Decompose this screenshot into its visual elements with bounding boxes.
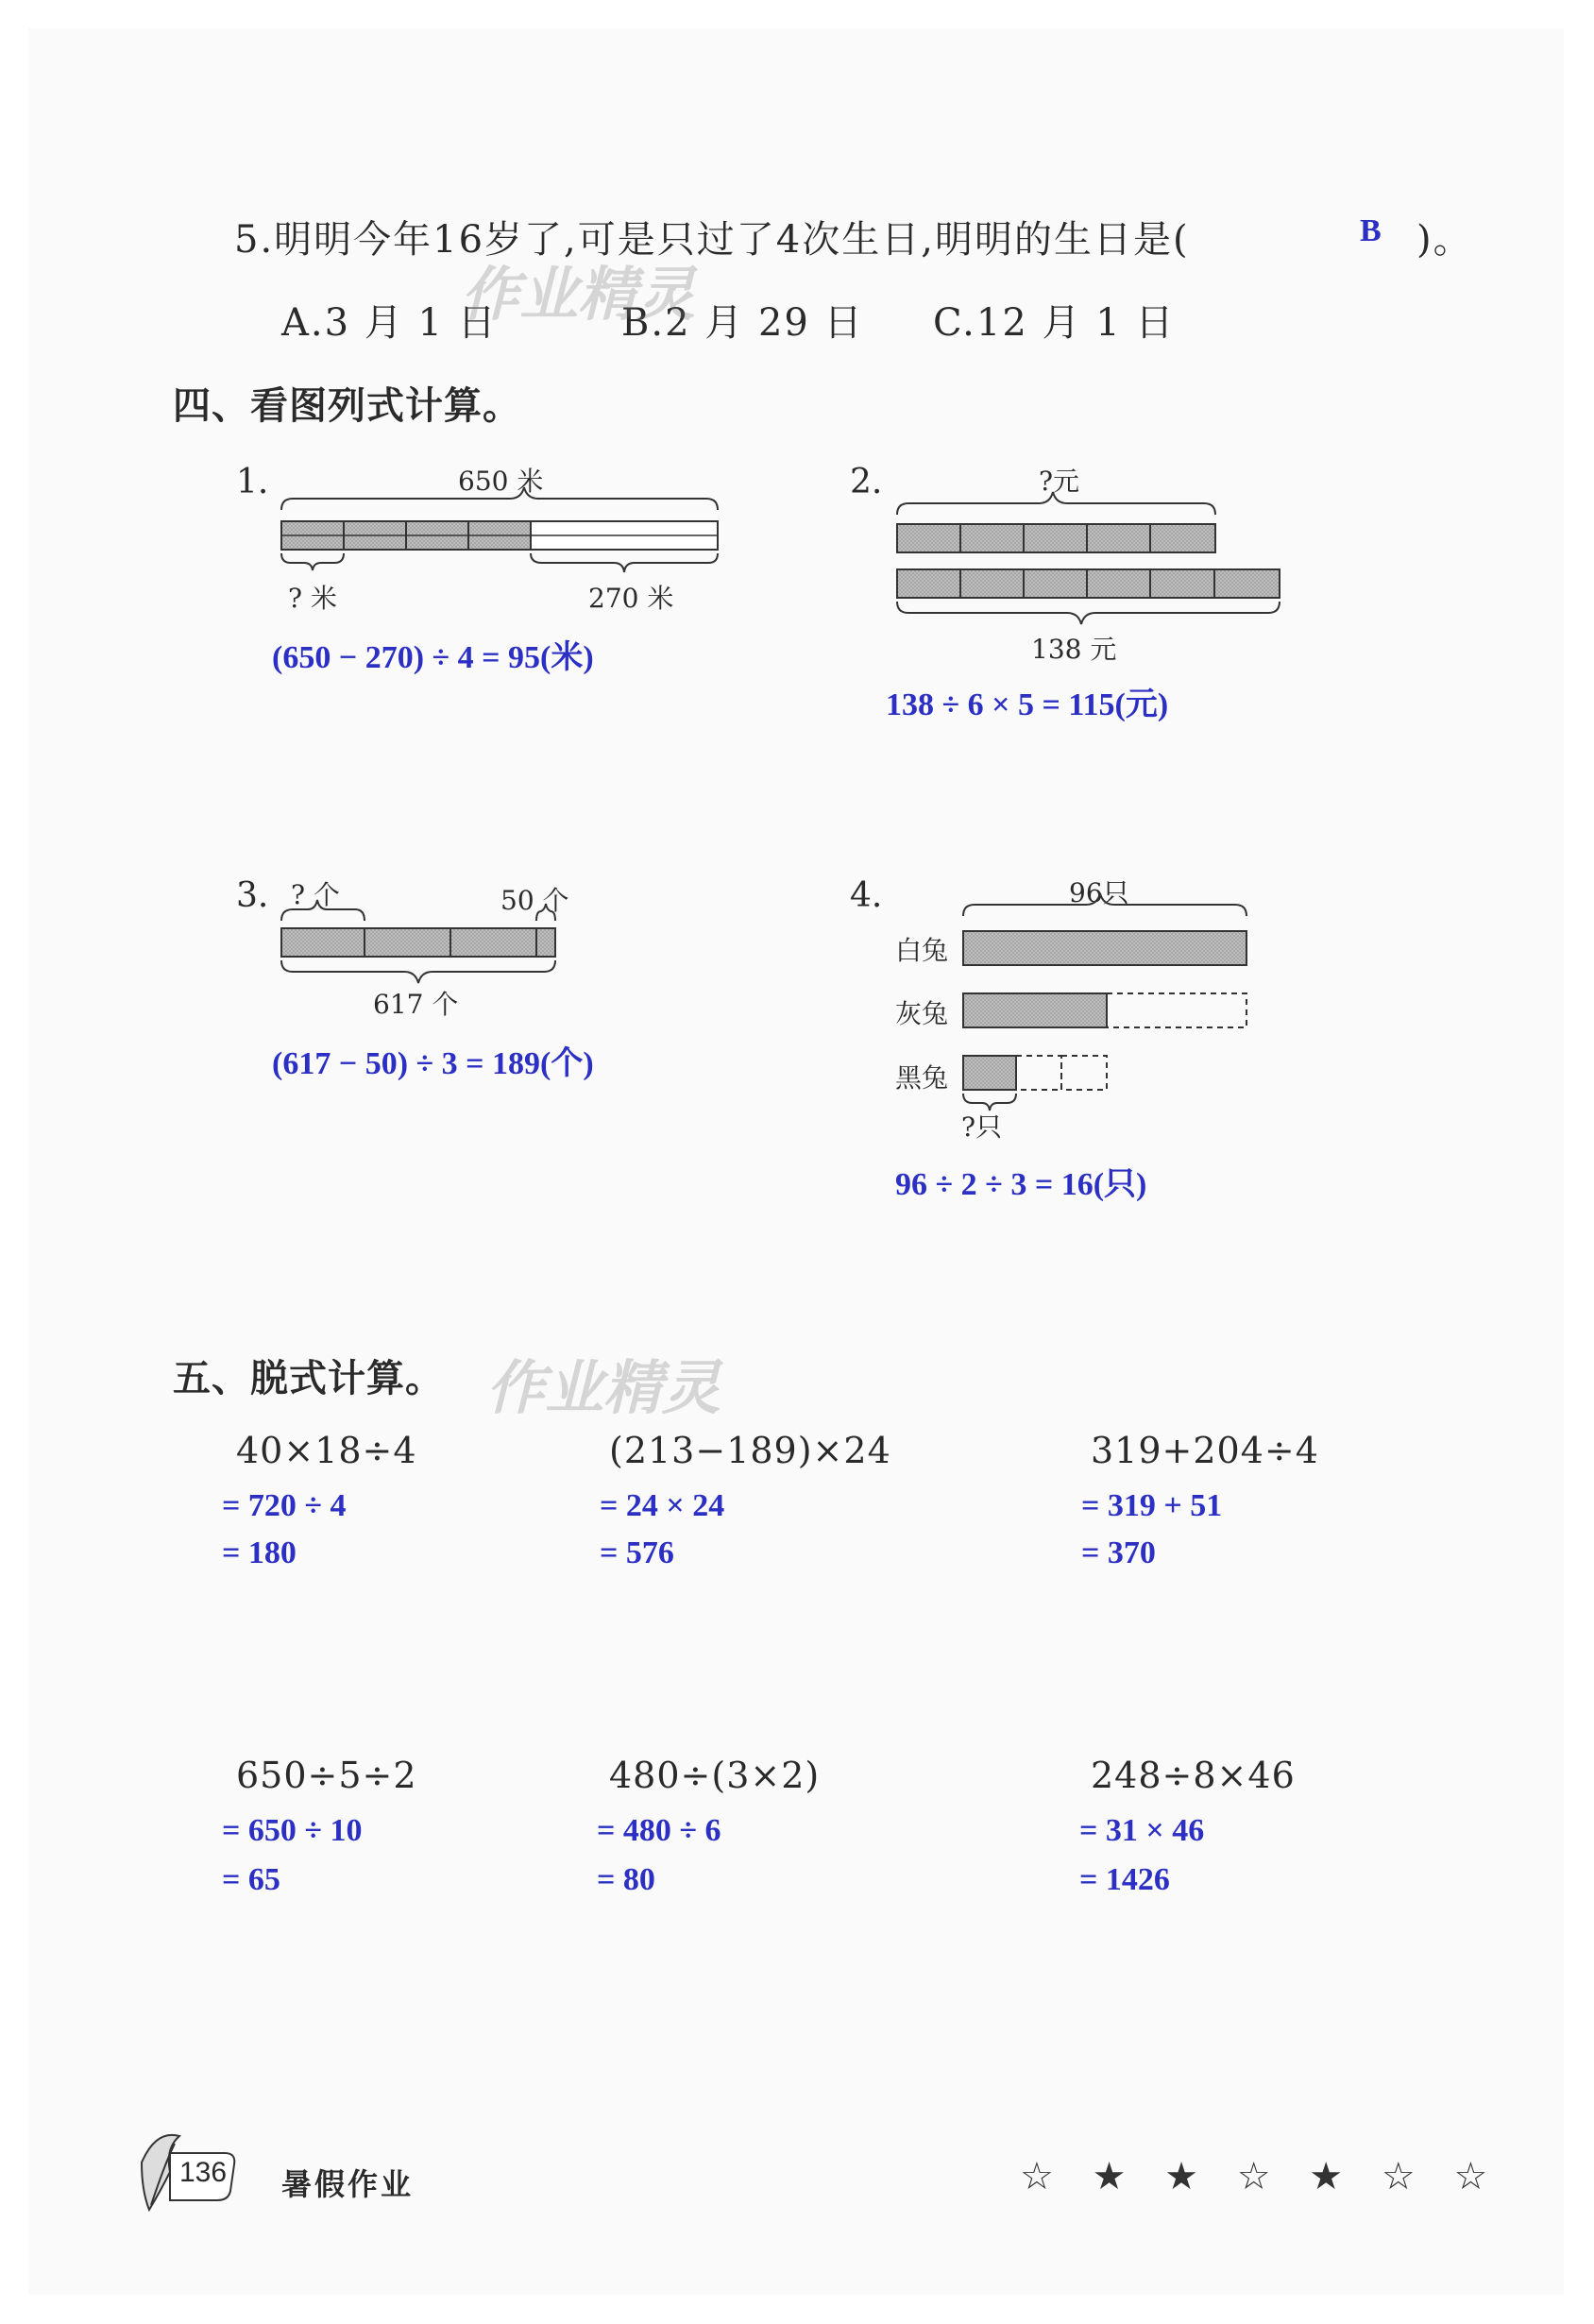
calc-1-expression: 40×18÷4: [236, 1430, 417, 1471]
question-5-option-a: A.3 月 1 日: [281, 301, 498, 345]
section-5-title: 五、脱式计算。: [173, 1357, 444, 1400]
calc-2-step-2: = 576: [600, 1535, 674, 1570]
problem-3-answer: (617 − 50) ÷ 3 = 189(个): [272, 1046, 594, 1081]
star-rating: ☆ ★ ★ ☆ ★ ☆ ☆: [1020, 2155, 1501, 2198]
question-5-close: )。: [1416, 218, 1473, 262]
calc-3-expression: 319+204÷4: [1091, 1430, 1319, 1471]
problem-4-number: 4.: [850, 876, 883, 915]
problem-1-top-label: 650 米: [458, 466, 544, 497]
problem-1-right-label: 270 米: [588, 583, 674, 614]
problem-3-left-label: ? 个: [291, 879, 340, 910]
row-label-white-rabbit: 白兔: [895, 935, 949, 966]
row-label-gray-rabbit: 灰兔: [895, 998, 949, 1029]
calc-2-step-1: = 24 × 24: [600, 1488, 725, 1523]
watermark-1: 作业精灵: [461, 260, 696, 329]
calc-1-step-1: = 720 ÷ 4: [222, 1488, 347, 1523]
watermark-2: 作业精灵: [486, 1353, 721, 1422]
calc-4-step-1: = 650 ÷ 10: [222, 1813, 363, 1848]
problem-2-bottom-label: 138 元: [1031, 634, 1117, 665]
problem-2-top-label: ?元: [1039, 466, 1080, 497]
section-4-title: 四、看图列式计算。: [173, 384, 521, 428]
question-5-option-c: C.12 月 1 日: [933, 301, 1176, 345]
problem-4-bottom-label: ?只: [961, 1111, 1003, 1143]
question-5-text: 5.明明今年16岁了,可是只过了4次生日,明明的生日是(: [234, 218, 1190, 262]
calc-5-step-2: = 80: [597, 1862, 655, 1897]
problem-1-answer: (650 − 270) ÷ 4 = 95(米): [272, 640, 594, 675]
calc-6-step-1: = 31 × 46: [1079, 1813, 1205, 1848]
calc-4-step-2: = 65: [222, 1862, 280, 1897]
row-label-black-rabbit: 黑兔: [895, 1062, 949, 1094]
book-title: 暑假作业: [281, 2166, 415, 2202]
calc-6-step-2: = 1426: [1079, 1862, 1170, 1897]
problem-3-number: 3.: [236, 876, 269, 915]
calc-1-step-2: = 180: [222, 1535, 297, 1570]
problem-4-top-label: 96只: [1069, 877, 1129, 908]
problem-3-bottom-label: 617 个: [373, 989, 459, 1020]
calc-4-expression: 650÷5÷2: [236, 1755, 417, 1796]
calc-5-step-1: = 480 ÷ 6: [597, 1813, 721, 1848]
calc-3-step-1: = 319 + 51: [1081, 1488, 1223, 1523]
problem-3-right-label: 50 个: [500, 885, 569, 916]
problem-1-left-label: ? 米: [288, 583, 337, 614]
calc-6-expression: 248÷8×46: [1091, 1755, 1296, 1796]
calc-5-expression: 480÷(3×2): [609, 1755, 821, 1796]
calc-3-step-2: = 370: [1081, 1535, 1156, 1570]
problem-2-number: 2.: [850, 463, 883, 501]
problem-2-answer: 138 ÷ 6 × 5 = 115(元): [886, 687, 1169, 722]
problem-1-number: 1.: [236, 463, 269, 501]
calc-2-expression: (213−189)×24: [609, 1430, 891, 1471]
question-5-option-b: B.2 月 29 日: [621, 301, 864, 345]
problem-4-answer: 96 ÷ 2 ÷ 3 = 16(只): [895, 1167, 1147, 1202]
question-5-answer: B: [1360, 213, 1382, 248]
page-number: 136: [179, 2157, 228, 2188]
